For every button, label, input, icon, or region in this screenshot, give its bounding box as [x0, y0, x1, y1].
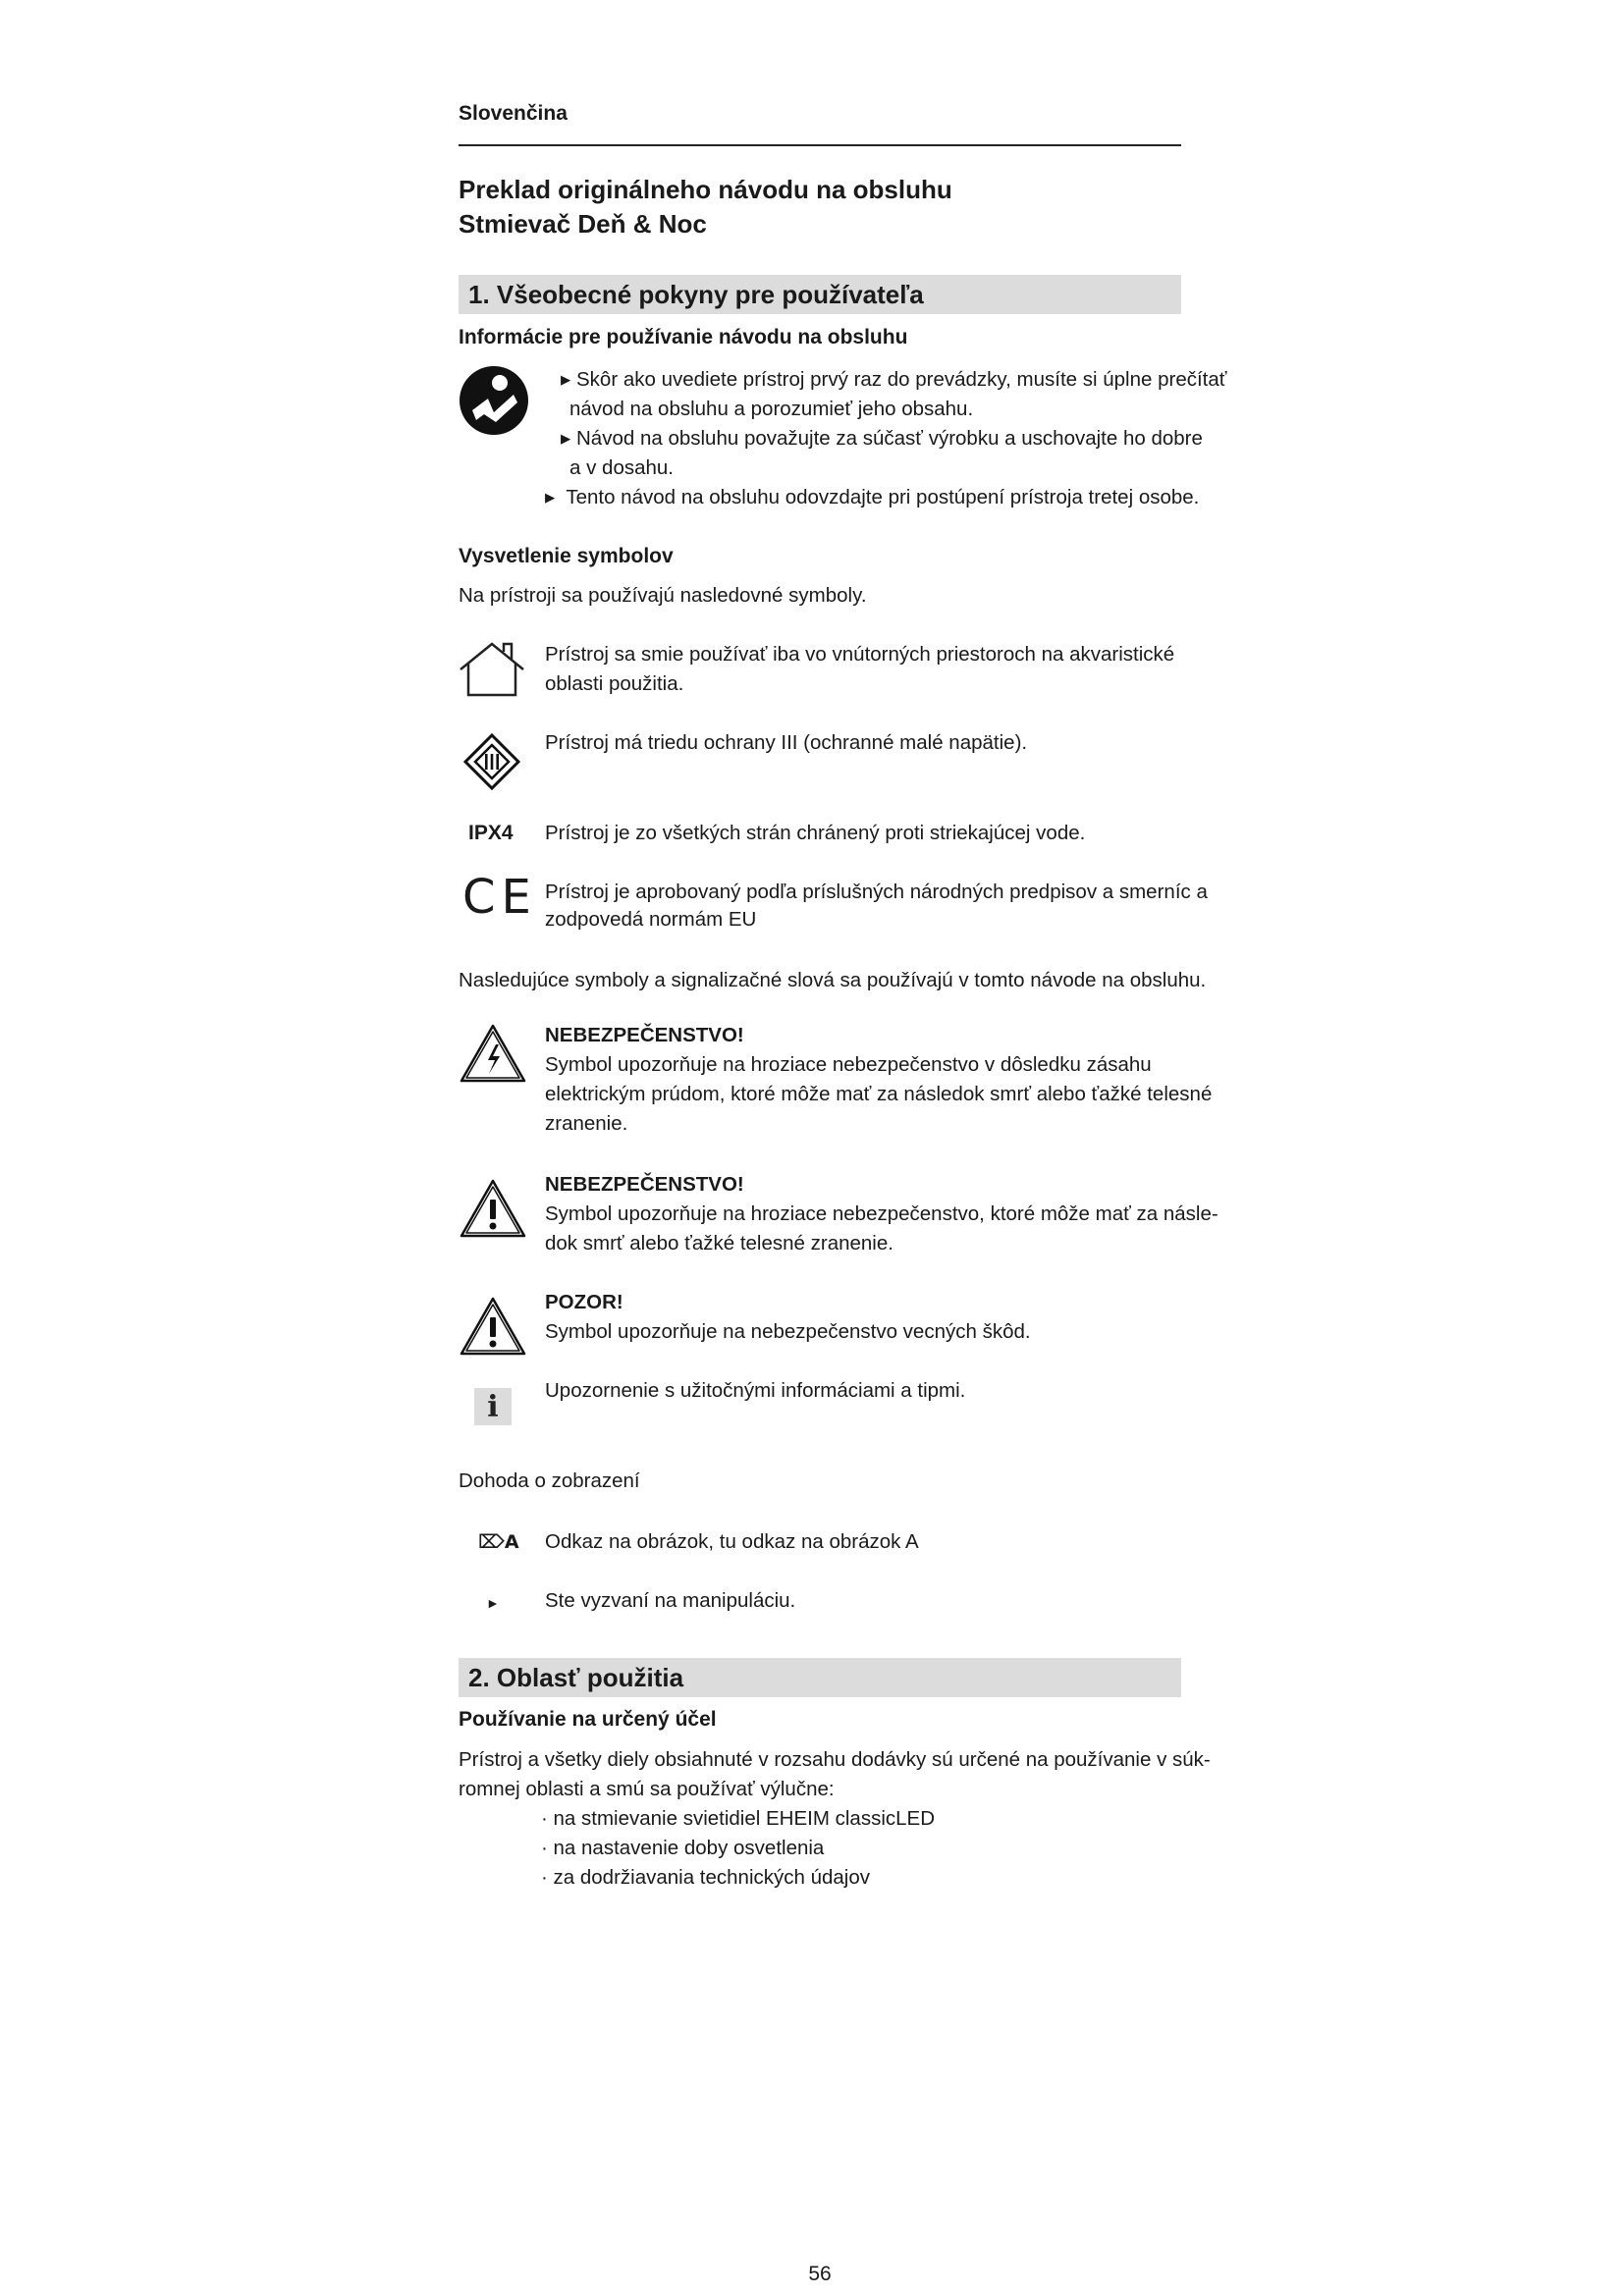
caution-warning-icon	[459, 1296, 527, 1357]
header-rule	[459, 144, 1181, 146]
indoor-house-icon	[459, 640, 525, 697]
convention-heading: Dohoda o zobrazení	[459, 1469, 640, 1492]
section-1-heading: 1. Všeobecné pokyny pre používateľa	[468, 280, 924, 309]
bullet-marker: ▸	[561, 427, 571, 450]
danger-electric-text-2: elektrickým prúdom, ktoré môže mať za následok smrť alebo ťažké telesné	[545, 1083, 1213, 1105]
danger-text-2: dok smrť alebo ťažké telesné zranenie.	[545, 1232, 893, 1255]
info-icon: i	[474, 1388, 512, 1425]
manual-page	[459, 0, 1227, 2296]
ipx4-text: Prístroj je zo všetkých strán chránený proti striekajúcej vode.	[545, 822, 1086, 844]
ipx4-label: IPX4	[468, 822, 514, 844]
section-1-heading-band	[459, 275, 1181, 314]
intended-use-text-1: Prístroj a všetky diely obsiahnuté v rozsahu dodávky sú určené na používanie v súk-	[459, 1748, 1211, 1771]
danger-electric-word: NEBEZPEČENSTVO!	[545, 1024, 744, 1046]
indoor-text-2: oblasti použitia.	[545, 672, 684, 695]
caution-text: Symbol upozorňuje na nebezpečenstvo vecných škôd.	[545, 1320, 1031, 1343]
use-item-3: · za dodržiavania technických údajov	[541, 1866, 871, 1889]
page-number: 56	[808, 2263, 832, 2285]
document-subtitle: Stmievač Deň & Noc	[459, 209, 707, 239]
ce-text-2: zodpovedá normám EU	[545, 908, 757, 931]
danger-text-1: Symbol upozorňuje na hroziace nebezpečenstvo, ktoré môže mať za násle-	[545, 1202, 1218, 1225]
danger-word: NEBEZPEČENSTVO!	[545, 1173, 744, 1196]
bullet-marker: ▸	[561, 368, 571, 391]
electric-warning-icon	[459, 1023, 527, 1084]
intended-use-subheading: Používanie na určený účel	[459, 1708, 717, 1731]
danger-electric-text-3: zranenie.	[545, 1112, 628, 1135]
info-item-1-cont: návod na obsluhu a porozumieť jeho obsahu.	[569, 398, 974, 420]
language-label: Slovenčina	[459, 102, 568, 125]
use-item-2: · na nastavenie doby osvetlenia	[541, 1837, 825, 1859]
action-text: Ste vyzvaní na manipuláciu.	[545, 1589, 796, 1612]
info-item-1: ▸ Skôr ako uvediete prístroj prvý raz do prevádzky, musíte si úplne prečítať	[561, 368, 1227, 391]
ce-text-1: Prístroj je aprobovaný podľa príslušných národných predpisov a smerníc a	[545, 881, 1208, 903]
read-manual-icon	[459, 365, 529, 436]
section-2-heading-band	[459, 1658, 1181, 1697]
danger-electric-text-1: Symbol upozorňuje na hroziace nebezpečenstvo v dôsledku zásahu	[545, 1053, 1152, 1076]
ce-mark-icon: CE	[462, 870, 537, 925]
danger-warning-icon	[459, 1178, 527, 1239]
signal-intro: Nasledujúce symboly a signalizačné slová sa používajú v tomto návode na obsluhu.	[459, 969, 1207, 991]
indoor-text-1: Prístroj sa smie používať iba vo vnútorných priestoroch na akvaristické	[545, 643, 1175, 666]
info-note-text: Upozornenie s užitočnými informáciami a tipmi.	[545, 1379, 966, 1402]
action-marker-icon: ►	[486, 1595, 500, 1611]
intended-use-text-2: romnej oblasti a smú sa používať výlučne:	[459, 1778, 835, 1800]
caution-word: POZOR!	[545, 1291, 623, 1313]
info-item-3: ▸ Tento návod na obsluhu odovzdajte pri postúpení prístroja tretej osobe.	[545, 486, 1200, 508]
class3-text: Prístroj má triedu ochrany III (ochranné malé napätie).	[545, 731, 1028, 754]
info-item-2-cont: a v dosahu.	[569, 456, 674, 479]
use-item-1: · na stmievanie svietidiel EHEIM classicLED	[541, 1807, 936, 1830]
symbols-intro: Na prístroji sa používajú nasledovné symboly.	[459, 584, 867, 607]
info-subheading: Informácie pre používanie návodu na obsluhu	[459, 326, 908, 348]
figure-ref-label: ⌦A	[478, 1531, 519, 1553]
protection-class-3-icon	[462, 732, 521, 791]
document-title: Preklad originálneho návodu na obsluhu	[459, 175, 952, 204]
bullet-marker: ▸	[545, 486, 556, 508]
symbols-subheading: Vysvetlenie symbolov	[459, 545, 674, 567]
section-2-heading: 2. Oblasť použitia	[468, 1663, 684, 1692]
info-item-2: ▸ Návod na obsluhu považujte za súčasť výrobku a uschovajte ho dobre	[561, 427, 1203, 450]
figure-ref-text: Odkaz na obrázok, tu odkaz na obrázok A	[545, 1530, 919, 1553]
